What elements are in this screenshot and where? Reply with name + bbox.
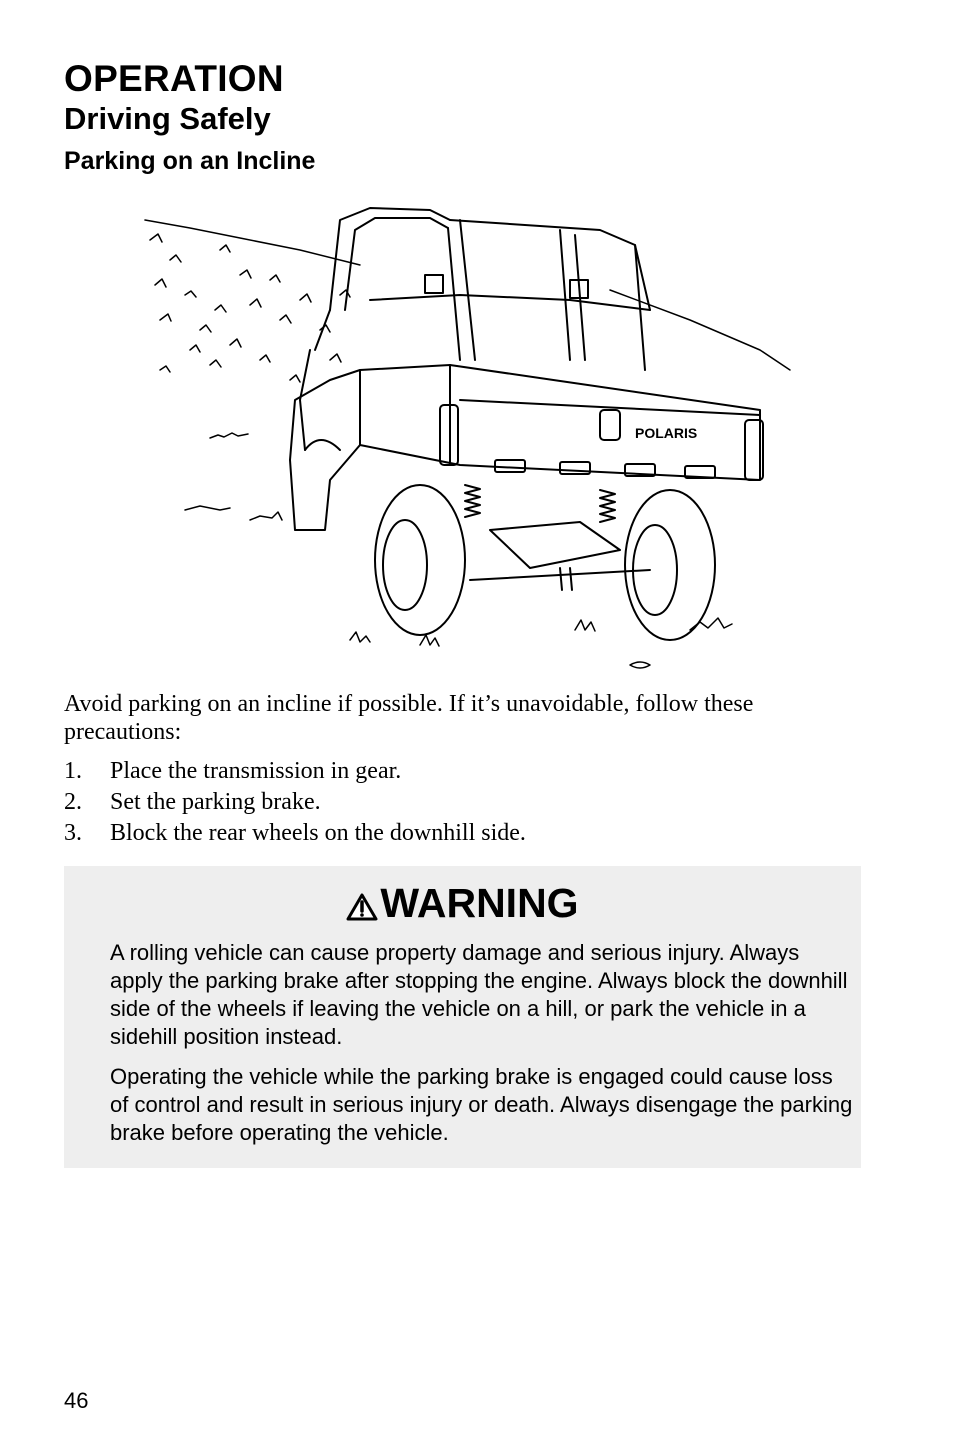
precautions-list (64, 757, 854, 850)
section-title: OPERATION (64, 58, 284, 99)
list-item (64, 757, 854, 788)
step-number: 3. (64, 820, 82, 846)
list-item (64, 788, 854, 819)
warning-paragraph: Operating the vehicle while the parking brake is engaged could cause loss of control and result in serious injury or death. Always disengage the parking brake before operating the vehicle. (110, 1064, 853, 1145)
left-rear-wheel (375, 485, 465, 635)
subsection-title: Driving Safely (64, 101, 271, 136)
cargo-bed (360, 365, 763, 480)
intro-paragraph: Avoid parking on an incline if possible. If it’s unavoidable, follow these precautions: (64, 691, 754, 745)
right-rear-wheel (625, 490, 715, 640)
warning-triangle-icon (346, 893, 378, 921)
warning-heading (64, 880, 861, 927)
brand-logo: POLARIS (635, 425, 698, 441)
suspension (465, 485, 650, 590)
warning-box (64, 866, 861, 1168)
page-number: 46 (64, 1388, 89, 1413)
topic-title: Parking on an Incline (64, 147, 316, 175)
list-item (64, 819, 854, 850)
step-text: Block the rear wheels on the downhill side. (110, 820, 526, 846)
step-number: 2. (64, 789, 82, 815)
warning-paragraph: A rolling vehicle can cause property damage and serious injury. Always apply the parking brake after stopping the engine. Always block the downhill side of the wheels if leaving the vehicle on a hill, or park the vehicle in a sidehill position instead. (110, 940, 848, 1049)
utility-vehicle-illustration (130, 200, 810, 680)
step-text: Set the parking brake. (110, 789, 321, 815)
step-text: Place the transmission in gear. (110, 758, 402, 784)
warning-heading-text: WARNING (380, 880, 579, 926)
roll-cage (300, 208, 650, 450)
step-number: 1. (64, 758, 82, 784)
